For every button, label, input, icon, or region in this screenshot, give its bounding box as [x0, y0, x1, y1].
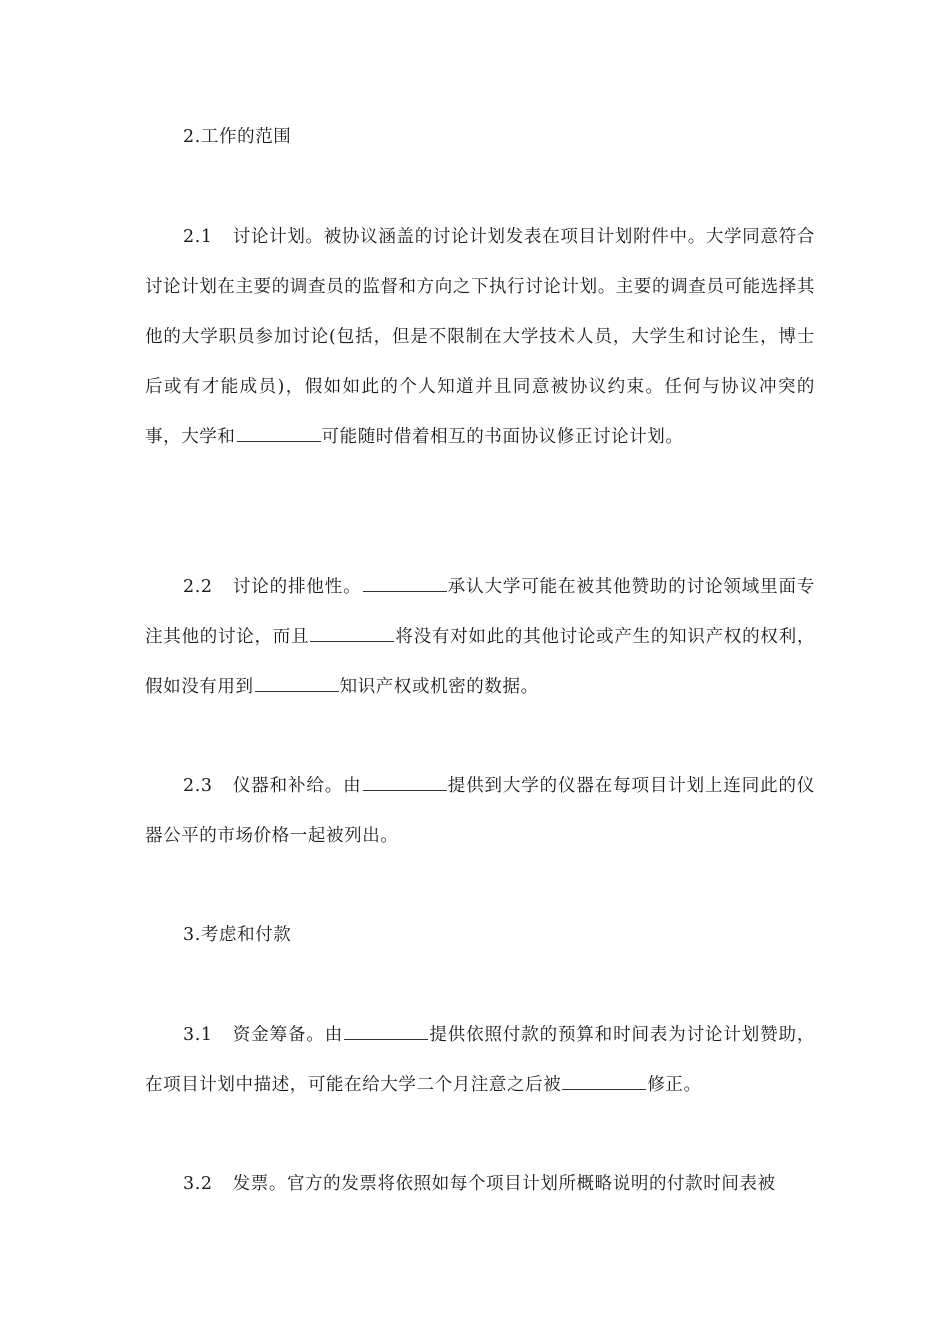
clause-text: 仪器和补给。由 [232, 776, 362, 796]
clause-text: 承认大学可能在被其他赞助的讨论领域里面专注其他的讨论，而且 [145, 577, 815, 647]
blank-line [562, 1075, 646, 1090]
clause-number: 3.2 [183, 1174, 213, 1194]
blank-line [255, 677, 339, 692]
clause-text: 发票。官方的发票将依照如每个项目计划所概略说明的付款时间表被 [232, 1174, 776, 1194]
section-2-heading: 2.工作的范围 [183, 127, 292, 147]
clause-text: 可能随时借着相互的书面协议修正讨论计划。 [321, 427, 684, 447]
clause-2-1 [145, 212, 815, 462]
clause-text: 将没有对如此的其他讨论或产生的知识产权的权利，假如没有用到 [145, 627, 815, 697]
clause-text: 提供依照付款的预算和时间表为讨论计划赞助，在项目计划中描述，可能在给大学二个月注意之后被 [145, 1025, 815, 1095]
section-3-heading: 3.考虑和付款 [183, 925, 292, 945]
blank-line [363, 776, 447, 791]
clause-text: 修正。 [647, 1075, 702, 1095]
blank-line [237, 427, 321, 442]
clause-text: 资金筹备。由 [232, 1025, 344, 1045]
clause-text: 提供到大学的仪器在每项目计划上连同此的仪器公平的市场价格一起被列出。 [145, 776, 815, 846]
clause-text: 讨论的排他性。 [232, 577, 362, 597]
clause-3-2 [145, 1159, 815, 1209]
clause-number: 2.2 [183, 577, 213, 597]
clause-3-1 [145, 1010, 815, 1110]
blank-line [344, 1025, 428, 1040]
blank-line [310, 627, 394, 642]
clause-2-3 [145, 761, 815, 861]
clause-number: 2.1 [183, 227, 213, 247]
clause-number: 3.1 [183, 1025, 213, 1045]
blank-line [363, 577, 447, 592]
clause-number: 2.3 [183, 776, 213, 796]
clause-text: 知识产权或机密的数据。 [339, 677, 539, 697]
clause-text: 讨论计划。被协议涵盖的讨论计划发表在项目计划附件中。大学同意符合讨论计划在主要的调查员的监督和方向之下执行讨论计划。主要的调查员可能选择其他的大学职员参加讨论(包括，但是不限制在大学技术人员，大学生和讨论生，博士后或有才能成员)，假如如此的个人知道并且同意被协议约束。任何与协议冲突的事，大学和 [145, 227, 815, 447]
clause-2-2 [145, 562, 815, 712]
